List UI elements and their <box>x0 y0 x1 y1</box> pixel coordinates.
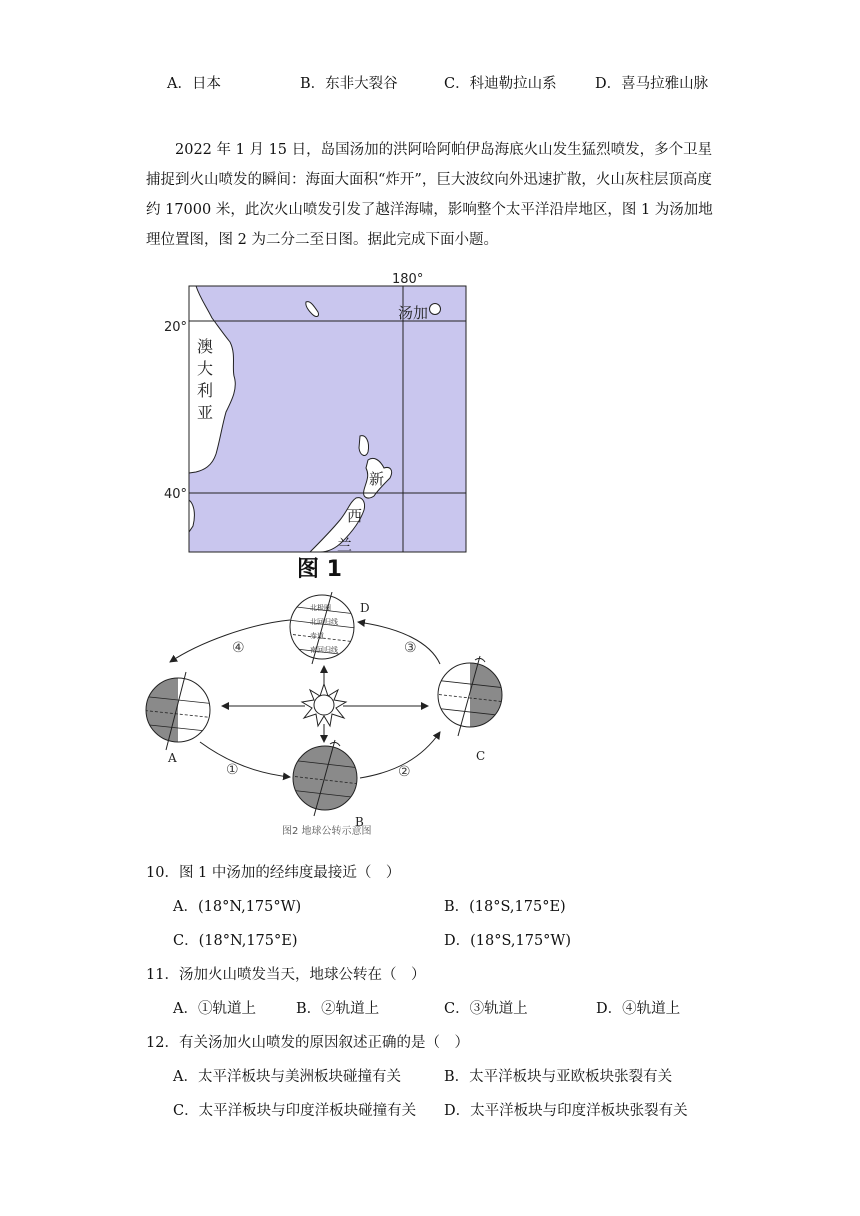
orbit-label-3: ③ <box>404 640 417 656</box>
orbit-arrow-4 <box>170 620 290 662</box>
q12-option-a: A．太平洋板块与美洲板块碰撞有关 <box>173 1069 401 1085</box>
australia-label-2: 大 <box>197 359 214 378</box>
nz-label-3: 兰 <box>337 536 353 554</box>
q11-option-a: A．①轨道上 <box>173 1001 256 1017</box>
australia-label-4: 亚 <box>197 403 214 422</box>
orbit-arrow-3 <box>358 622 440 664</box>
q12-option-c: C．太平洋板块与印度洋板块碰撞有关 <box>173 1103 417 1119</box>
earth-a <box>140 672 216 750</box>
question-11-stem: 11．汤加火山喷发当天，地球公转在（ ） <box>146 967 426 983</box>
earth-b <box>290 740 360 816</box>
nz-label-2: 西 <box>347 507 363 525</box>
q12-option-b: B．太平洋板块与亚欧板块张裂有关 <box>444 1069 673 1085</box>
q10-option-b: B．(18°S,175°E) <box>444 899 566 915</box>
label-a: A <box>168 751 177 765</box>
q12-option-d: D．太平洋板块与印度洋板块张裂有关 <box>444 1103 688 1119</box>
question-10-stem: 10．图 1 中汤加的经纬度最接近（ ） <box>146 865 401 881</box>
orbit-arrow-1 <box>200 742 290 777</box>
lon-label-180: 180° <box>392 272 424 287</box>
prev-option-c: C．科迪勒拉山系 <box>444 76 557 92</box>
prev-option-d: D．喜马拉雅山脉 <box>595 76 709 92</box>
sun-icon <box>302 684 346 726</box>
tonga-label: 汤加 <box>398 304 429 322</box>
tonga-marker <box>430 304 441 315</box>
label-d: D <box>360 601 370 615</box>
figure2-caption: 图2 地球公转示意图 <box>282 826 372 837</box>
q10-option-a: A．(18°N,175°W) <box>173 899 302 915</box>
lat-label-40: 40° <box>164 487 188 502</box>
q10-option-d: D．(18°S,175°W) <box>444 933 571 949</box>
map-sea <box>189 286 466 552</box>
d-label-equator: 赤道 <box>310 632 324 640</box>
australia-label-1: 澳 <box>197 337 214 356</box>
label-b: B <box>355 815 364 829</box>
prev-option-a: A．日本 <box>167 76 221 92</box>
question-12-stem: 12．有关汤加火山喷发的原因叙述正确的是（ ） <box>146 1035 469 1051</box>
lat-label-20: 20° <box>164 320 188 335</box>
q11-option-b: B．②轨道上 <box>296 1001 380 1017</box>
d-label-tropic-cancer: 北回归线 <box>310 618 338 626</box>
q10-option-c: C．(18°N,175°E) <box>173 933 298 949</box>
orbit-label-1: ① <box>226 762 239 778</box>
earth-c <box>434 656 506 736</box>
q11-option-c: C．③轨道上 <box>444 1001 528 1017</box>
earth-d <box>288 592 356 664</box>
orbit-label-2: ② <box>398 764 411 780</box>
nz-islet <box>359 436 369 456</box>
figure1-caption: 图 1 <box>297 557 342 582</box>
nz-label-1: 新 <box>369 470 385 488</box>
passage-text: 2022 年 1 月 15 日，岛国汤加的洪阿哈阿帕伊岛海底火山发生猛烈喷发，多个卫星捕捉到火山喷发的瞬间：海面大面积“炸开”，巨大波纹向外迅速扩散，火山灰柱层顶高度约 17000 米，此次火山喷发引发了越洋海啸，影响整个太平洋沿岸地区，图 1 为汤加地理位置图，图 2 为二分二至日图。据此完成下面小题。 <box>146 142 713 248</box>
australia-label-3: 利 <box>197 381 214 400</box>
orbit-label-4: ④ <box>232 640 245 656</box>
label-c: C <box>476 749 486 763</box>
d-label-tropic-capricorn: 南回归线 <box>310 646 338 654</box>
figure2-diagram <box>140 592 520 842</box>
d-label-arctic: 北极圈 <box>310 604 331 612</box>
q11-option-d: D．④轨道上 <box>596 1001 681 1017</box>
figure1-map <box>160 270 480 585</box>
prev-option-b: B．东非大裂谷 <box>300 76 398 92</box>
